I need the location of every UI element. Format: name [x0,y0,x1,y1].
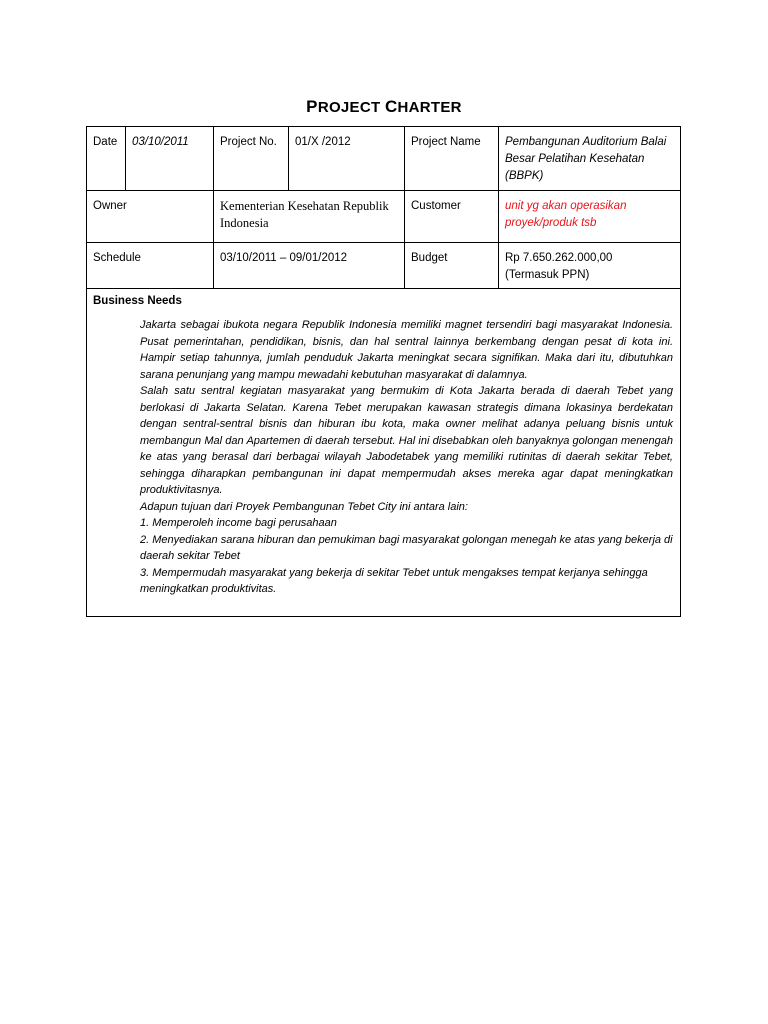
table-row [87,243,681,289]
budget-amount: Rp 7.650.262.000,00 [505,252,613,264]
list-item: 1. Memperoleh income bagi perusahaan [140,517,337,529]
business-needs-section [87,289,681,617]
project-no-value: 01/X /2012 [289,127,405,191]
owner-value: Kementerian Kesehatan Republik Indonesia [214,191,405,243]
list-item: 2. Menyediakan sarana hiburan dan pemukiman bagi masyarakat golongan menegah ke atas yang bekerja di daerah sekitar Tebet [140,533,673,562]
schedule-value: 03/10/2011 – 09/01/2012 [214,243,405,289]
schedule-label: Schedule [87,243,214,289]
customer-value: unit yg akan operasikan proyek/produk tsb [499,191,681,243]
table-row [87,191,681,243]
owner-label: Owner [87,191,214,243]
table-row [87,127,681,191]
business-needs-intro: Adapun tujuan dari Proyek Pembangunan Tebet City ini antara lain: [140,500,468,513]
project-no-label: Project No. [214,127,289,191]
page-title: PROJECT CHARTER [306,97,462,116]
customer-label: Customer [405,191,499,243]
business-needs-paragraph: Salah satu sentral kegiatan masyarakat yang bermukim di Kota Jakarta berada di daerah Tebet yang berlokasi di Jakarta Selatan. Karena Tebet merupakan kawasan strategis dimana lokasinya berdekatan dengan sentral-sentral bisnis dan hiburan ibu kota, maka owner melihat adanya peluang bisnis untuk membangun Mal dan Apartemen di daerah tersebut. Hal ini disebabkan oleh banyaknya golongan menengah ke atas yang berasal dari berbagai wilayah Jabodetabek yang memiliki rutinitas di daerah sekitar Tebet, sehingga diharapkan pembangunan ini dapat mempermudah akses mereka agar dapat meningkatkan produktivitasnya. [140,385,673,496]
table-row [87,289,681,617]
business-needs-paragraph: Jakarta sebagai ibukota negara Republik Indonesia memiliki magnet tersendiri bagi masyarakat Indonesia. Pusat pemerintahan, pendidikan, bisnis, dan hal sentral lainnya berkembang dengan pesat di kota ini. Hampir setiap tahunnya, jumlah penduduk Jakarta meningkat secara signifikan. Maka dari itu, dibutuhkan sarana penunjang yang mampu mewadahi kebutuhan masyarakat di dalamnya. [140,319,673,381]
budget-label: Budget [405,243,499,289]
business-needs-body [140,317,673,598]
business-needs-heading: Business Needs [93,295,182,307]
project-name-label: Project Name [405,127,499,191]
project-name-value: Pembangunan Auditorium Balai Besar Pelatihan Kesehatan (BBPK) [499,127,681,191]
budget-value [499,243,681,289]
date-label: Date [87,127,126,191]
date-value: 03/10/2011 [126,127,214,191]
project-charter-table [86,126,681,617]
list-item: 3. Mempermudah masyarakat yang bekerja di sekitar Tebet untuk mengakses tempat kerjanya sehingga meningkatkan produktivitas. [140,566,648,595]
budget-note: (Termasuk PPN) [505,269,590,281]
